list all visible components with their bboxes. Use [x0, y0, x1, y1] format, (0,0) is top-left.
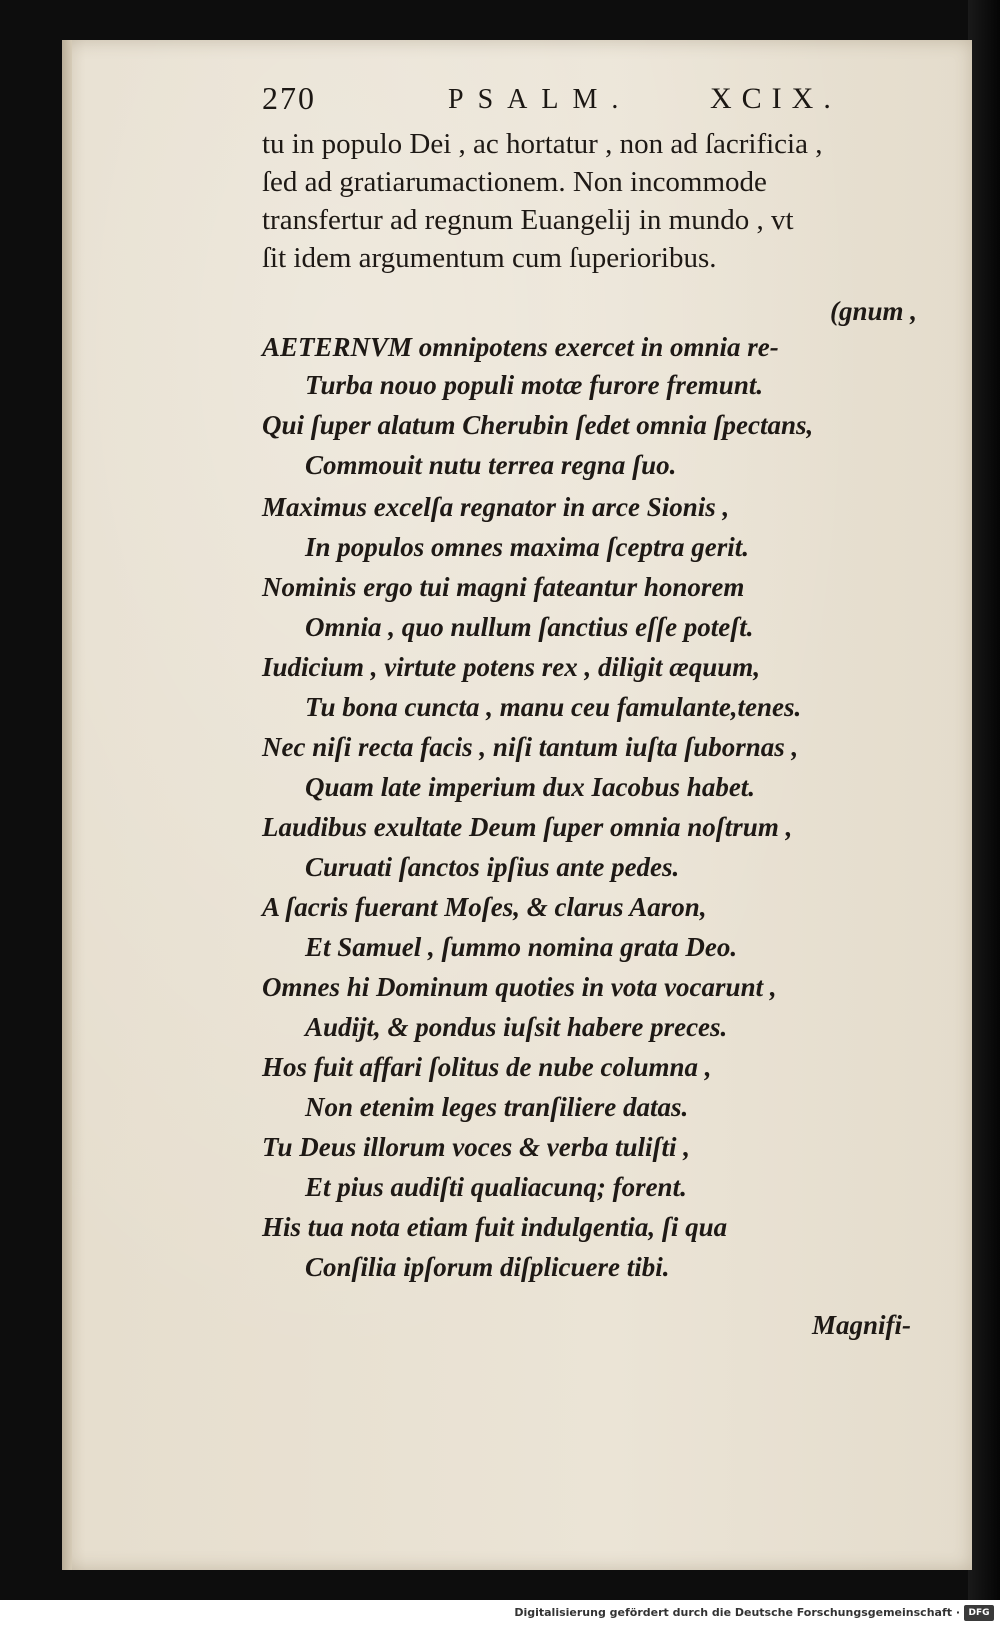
page-gutter-edge: [62, 40, 72, 1570]
verse-line: Conſilia ipſorum diſplicuere tibi.: [305, 1252, 670, 1282]
verse-line: Laudibus exultate Deum ſuper omnia noſtrum ,: [262, 812, 793, 842]
footer-credit: Digitalisierung gefördert durch die Deutsche Forschungsgemeinschaft ·: [514, 1606, 960, 1619]
verse-line: Nec niſi recta facis , niſi tantum iuſta ſubornas ,: [262, 732, 799, 762]
verse-line: Hos fuit affari ſolitus de nube columna ,: [262, 1052, 712, 1082]
verse-line: Non etenim leges tranſiliere datas.: [305, 1092, 689, 1122]
verse-line: Maximus excelſa regnator in arce Sionis ,: [262, 492, 730, 522]
verse-line: Omnia , quo nullum ſanctius eſſe poteſt.: [305, 612, 754, 642]
verse-line: Omnes hi Dominum quoties in vota vocarunt ,: [262, 972, 777, 1002]
verse-line: AETERNVM omnipotens exercet in omnia re-: [262, 332, 779, 362]
dfg-logo-icon: DFG: [964, 1605, 994, 1621]
verse-line: Curuati ſanctos ipſius ante pedes.: [305, 852, 680, 882]
prose-line: ſit idem argumentum cum ſuperioribus.: [262, 242, 717, 274]
verse-line: A ſacris fuerant Moſes, & clarus Aaron,: [262, 892, 707, 922]
verse-line: Et pius audiſti qualiacunq; forent.: [305, 1172, 687, 1202]
verse-line: His tua nota etiam fuit indulgentia, ſi qua: [262, 1212, 728, 1242]
page-number: 270: [262, 80, 316, 116]
verse-line: Qui ſuper alatum Cherubin ſedet omnia ſpectans,: [262, 410, 814, 440]
verse-line: Tu bona cuncta , manu ceu famulante,tenes.: [305, 692, 802, 722]
catchword: Magnifi-: [812, 1310, 912, 1340]
running-title: PSALM.: [448, 84, 633, 115]
verse-turnover: (gnum ,: [830, 296, 918, 326]
verse-line: Nominis ergo tui magni fateantur honorem: [262, 572, 745, 602]
prose-line: ſed ad gratiarumactionem. Non incommode: [262, 166, 767, 198]
prose-line: tu in populo Dei , ac hortatur , non ad ſacrificia ,: [262, 128, 823, 160]
scan-background-right: [968, 0, 1000, 1600]
verse-line: In populos omnes maxima ſceptra gerit.: [305, 532, 750, 562]
verse-line: Et Samuel , ſummo nomina grata Deo.: [305, 932, 738, 962]
digitization-footer: [0, 1600, 1000, 1629]
prose-line: transfertur ad regnum Euangelij in mundo , vt: [262, 204, 794, 236]
running-header: [262, 80, 932, 124]
verse-line: Audijt, & pondus iuſsit habere preces.: [305, 1012, 728, 1042]
verse-line: Iudicium , virtute potens rex , diligit æquum,: [262, 652, 761, 682]
verse-line: Turba nouo populi motæ furore fremunt.: [305, 370, 764, 400]
verse-line: Commouit nutu terrea regna ſuo.: [305, 450, 677, 480]
psalm-number: XCIX.: [710, 82, 841, 115]
verse-line: Quam late imperium dux Iacobus habet.: [305, 772, 756, 802]
verse-line: Tu Deus illorum voces & verba tuliſti ,: [262, 1132, 690, 1162]
